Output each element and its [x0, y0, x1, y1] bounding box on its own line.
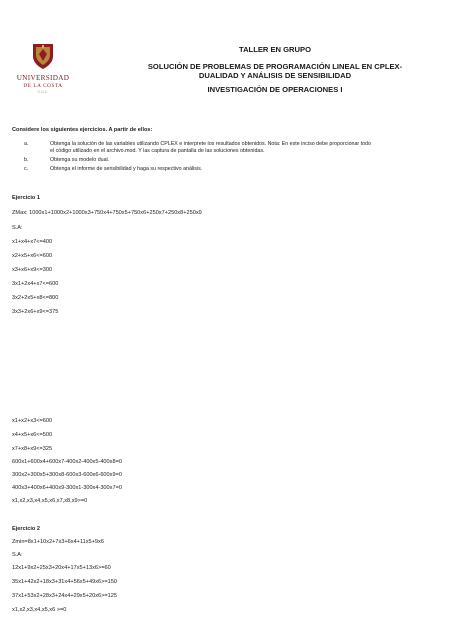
- task-text-line1: Obtenga el informe de sensibilidad y haga su respectivo análisis.: [50, 166, 203, 172]
- constraint: x1+x4+x7<=400: [12, 239, 53, 245]
- task-marker: b.: [24, 157, 29, 163]
- constraint: 35x1+42x2+18x3+31x4+56x5+49x6>=150: [12, 579, 117, 585]
- constraint: 12x1+9x2+25x3+20x4+17x5+13x6>=60: [12, 565, 111, 571]
- constraint: 37x1+53x2+28x3+24x4+29x5+20x6>=125: [12, 593, 117, 599]
- university-logo: [12, 42, 74, 120]
- constraint: 300x2+300x5+300x8-600x3-600x6-600x9=0: [12, 472, 122, 478]
- exercise-2-objective: Zmin=8x1+10x2+7x3+6x4+11x5+9x6: [12, 539, 104, 545]
- nonnegativity-constraint: x1,x2,x3,x4,x5,x6 >=0: [12, 607, 67, 613]
- constraint: 3x3+2x6+x9<=375: [12, 309, 59, 315]
- task-text-line1: Obtenga la solución de las variables utilizando CPLEX e interprete los resultados obtenidos. Nota: En este inciso debe proporcionar todo: [50, 141, 371, 147]
- task-text-line2: el código utilizado en el archivo.mod. Y las captura de pantalla de las soluciones obtenidas.: [50, 148, 265, 154]
- task-marker: a.: [24, 141, 29, 147]
- task-item-c: [12, 166, 203, 173]
- doc-title: TALLER EN GRUPO: [239, 45, 311, 54]
- crest-icon: [31, 42, 55, 70]
- logo-text-cuc: CUC: [37, 90, 49, 94]
- task-marker: c.: [24, 166, 29, 172]
- constraint: x7+x8+x9<=325: [12, 446, 53, 452]
- constraint: x1+x2+x3<=600: [12, 418, 53, 424]
- logo-text-costa: DE LA COSTA: [23, 83, 63, 89]
- constraint: 400x3+400x6+400x9-300x1-300x4-300x7=0: [12, 485, 122, 491]
- doc-subtitle-line1: SOLUCIÓN DE PROBLEMAS DE PROGRAMACIÓN LINEAL EN CPLEX-: [147, 62, 403, 71]
- constraint: 3x2+2x5+x8<=800: [12, 295, 59, 301]
- doc-subtitle-line2: DUALIDAD Y ANÁLISIS DE SENSIBILIDAD: [198, 71, 352, 80]
- nonnegativity-constraint: x1,x2,x3,x4,x5,x6,x7,x8,x9>=0: [12, 498, 88, 504]
- exercise-1-title: Ejercicio 1: [12, 195, 40, 201]
- constraint: x3+x6+x9<=300: [12, 267, 53, 273]
- exercise-2-title: Ejercicio 2: [12, 526, 40, 532]
- exercise-1-sa: S.A:: [12, 225, 23, 231]
- intro-text: Considere los siguientes ejercicios. A partir de ellos:: [12, 127, 153, 133]
- logo-text-university: UNIVERSIDAD: [16, 74, 70, 82]
- task-text-line1: Obtenga su modelo dual.: [50, 157, 110, 163]
- constraint: 3x1+2x4+x7<=600: [12, 281, 59, 287]
- constraint: 600x1+600x4+600x7-400x2-400x5-400x8=0: [12, 459, 122, 465]
- exercise-1-objective: ZMax: 1000x1+1000x2+1000x3+750x4+750x5+750x6+250x7+250x8+250x9: [12, 210, 202, 216]
- constraint: x4+x5+x6<=500: [12, 432, 53, 438]
- exercise-2-sa: S.A:: [12, 552, 23, 558]
- constraint: x2+x5+x6<=600: [12, 253, 53, 259]
- course-title: INVESTIGACIÓN DE OPERACIONES I: [207, 85, 343, 94]
- task-item-b: [12, 157, 110, 164]
- task-item-a: [12, 141, 371, 148]
